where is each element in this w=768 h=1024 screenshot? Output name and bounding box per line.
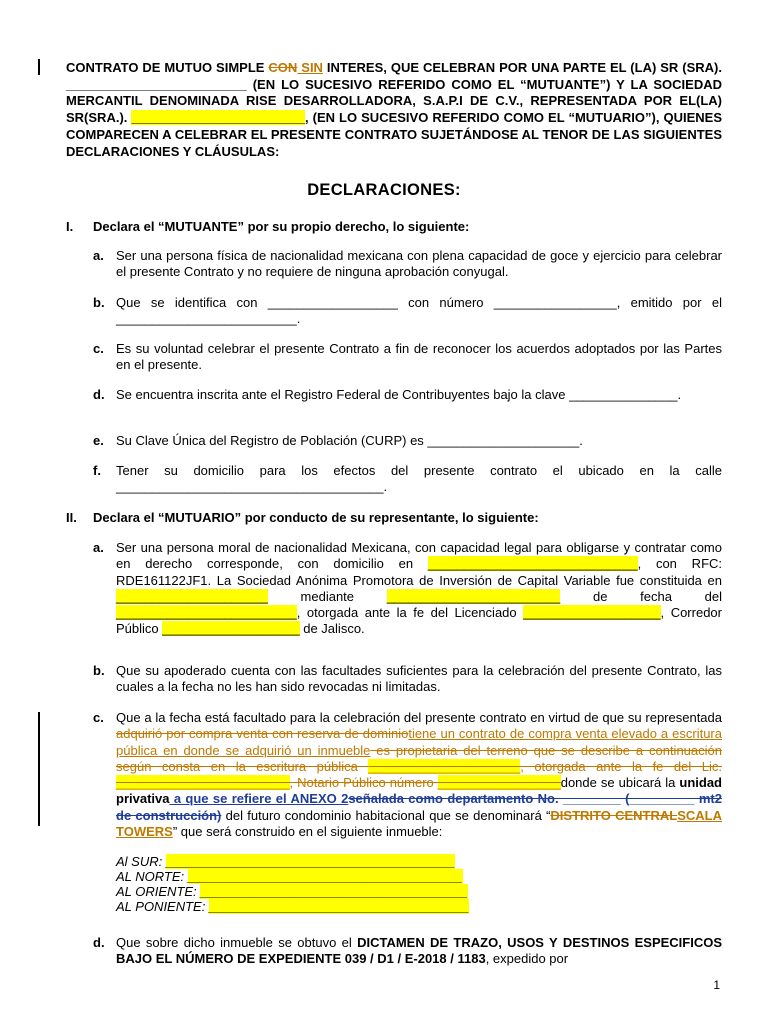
list-item [93, 341, 722, 374]
highlighted-blank: ________________________ [131, 110, 305, 126]
text-run: ” que será construido en el siguiente inmueble: [172, 824, 443, 840]
section-number: II. [66, 510, 77, 525]
section-heading-text: Declara el “MUTUARIO” por conducto de su representante, lo siguiente: [93, 510, 539, 525]
contract-intro [66, 60, 722, 160]
item-text: Su Clave Única del Registro de Población (CURP) es _____________________. [116, 433, 583, 448]
item-text [116, 710, 722, 840]
item-text: Se encuentra inscrita ante el Registro Federal de Contribuyentes bajo la clave _______________. [116, 387, 682, 402]
text-run: Que sobre dicho inmueble se obtuvo el [116, 935, 358, 950]
text-run: , con RFC: RDE161122JF1. La Sociedad Anónima Promotora de Inversión de Capital Variable fue constituida en [116, 556, 723, 588]
inserted-text: SCALA TOWERS [116, 807, 722, 840]
section-number: I. [66, 219, 74, 234]
section-heading-text: Declara el “MUTUANTE” por su propio derecho, lo siguiente: [93, 219, 470, 234]
list-item [93, 433, 722, 449]
list-item [93, 710, 722, 914]
bold-text: DICTAMEN DE TRAZO, USOS Y DESTINOS ESPECIFICOS BAJO EL NÚMERO DE EXPEDIENTE 039 / D1 / E-2018 / 1183 [116, 935, 723, 967]
deleted-text: CON [268, 60, 298, 75]
intro-text: (EN LO SUCESIVO REFERIDO COMO EL “MUTUANTE”) Y LA SOCIEDAD MERCANTIL DENOMINADA RISE DESARROLLADORA, S.A.P.I DE C.V., REPRESENTADA POR EL(LA) SR(SRA.). [66, 76, 722, 126]
boundary-row [116, 884, 722, 899]
highlighted-blank: ________________________ [116, 775, 290, 791]
list-item [93, 935, 722, 968]
boundary-label: AL NORTE: [116, 869, 185, 885]
item-text: Que su apoderado cuenta con las facultades suficientes para la celebración del presente Contrato, las cuales a la fecha no les han sido revocadas ni limitadas. [116, 663, 722, 695]
item-label: c. [93, 341, 104, 356]
item-label: a. [93, 248, 104, 263]
item-text: Tener su domicilio para los efectos del presente contrato el ubicado en la calle _____________________________________. [116, 463, 722, 495]
highlighted-blank: _____________________________ [427, 556, 638, 572]
item-label: f. [93, 463, 101, 478]
list-item [93, 663, 722, 696]
text-run: Que a la fecha está facultado para la celebración del presente contrato en virtud de que su representada [116, 710, 722, 725]
boundary-label: AL ORIENTE: [116, 884, 197, 900]
boundary-label: AL PONIENTE: [116, 899, 206, 915]
highlighted-blank: ____________________________________ [208, 899, 470, 915]
item-text [116, 935, 722, 968]
item-text: Que se identifica con __________________ con número _________________, emitido por el _________________________. [116, 295, 722, 327]
inserted-text: SIN [297, 60, 323, 75]
text-run: de fecha del [560, 588, 722, 604]
inserted-text: tiene un contrato de compra venta elevado a escritura pública en donde se adquirió un inmueble [116, 726, 722, 758]
deleted-text: , otorgada ante la fe del Lic. [520, 758, 722, 774]
item-text: Es su voluntad celebrar el presente Contrato a fin de reconocer los acuerdos adoptados por las Partes en el presente. [116, 341, 722, 373]
highlighted-blank: _________________ [437, 775, 561, 791]
text-run: donde se ubicará la [560, 775, 680, 791]
highlighted-blank: ______________________________________ [187, 869, 463, 885]
highlighted-blank: ___________________ [162, 621, 300, 637]
text-run: Ser una persona moral de nacionalidad Mexicana, con capacidad legal para obligarse y contratar como en derecho corresponde, con domicilio en [116, 540, 722, 572]
property-boundaries [116, 854, 722, 914]
boundary-row [116, 899, 722, 914]
highlighted-blank: ________________________________________ [165, 854, 456, 870]
deleted-text: DISTRITO CENTRAL [550, 807, 678, 823]
item-label: d. [93, 935, 105, 950]
boundary-row [116, 869, 722, 884]
list-item [93, 463, 722, 496]
deleted-text: señalada como departamento No. ________ (_________ mt2 de construcción) [116, 791, 722, 823]
inserted-text: a que se refiere el ANEXO 2 [169, 791, 349, 807]
text-run: mediante [267, 588, 387, 604]
intro-text: , (EN LO SUCESIVO REFERIDO COMO EL “MUTUARIO”), QUIENES COMPARECEN A CELEBRAR EL PRESENTE CONTRATO SUJETÁNDOSE AL TENOR DE LAS SIGUIENTES DECLARACIONES Y CLÁUSULAS: [66, 110, 723, 159]
intro-text: INTERES, QUE CELEBRAN POR UNA PARTE EL (LA) SR (SRA). [322, 60, 722, 75]
declarations-title: DECLARACIONES: [307, 181, 461, 199]
text-run: de Jalisco. [299, 621, 365, 637]
highlighted-blank: ________________________ [386, 588, 561, 604]
highlighted-blank: ___________________ [523, 605, 661, 621]
list-item [93, 248, 722, 281]
section-heading-2 [66, 510, 539, 525]
item-label: b. [93, 663, 105, 678]
deleted-text: , Notario Público número [289, 775, 438, 791]
item-text [116, 540, 722, 638]
item-label: e. [93, 433, 104, 448]
list-item [93, 387, 722, 403]
boundary-label: Al SUR: [116, 854, 163, 870]
text-run: , expedido por [485, 951, 569, 967]
text-run: , otorgada ante la fe del Licenciado [296, 605, 524, 621]
highlighted-blank: _____________________ [368, 758, 521, 774]
item-label: b. [93, 295, 105, 310]
list-item [93, 295, 722, 328]
revision-bar [38, 59, 40, 75]
list-item [93, 540, 722, 638]
deleted-text: es propietaria del terreno que se describe a continuación según consta en la escritura pública [116, 742, 722, 774]
text-run: del futuro condominio habitacional que se denominará “ [221, 807, 551, 823]
text-run: , Corredor Público [116, 605, 722, 637]
page-number: 1 [713, 978, 720, 992]
section-heading-1 [66, 219, 469, 234]
bold-text: unidad privativa [116, 775, 722, 807]
highlighted-blank: _____________________________________ [200, 884, 468, 900]
item-label: a. [93, 540, 104, 555]
deleted-text: adquirió por compra venta con reserva de dominio [116, 726, 409, 742]
item-text: Ser una persona física de nacionalidad mexicana con plena capacidad de goce y ejercicio para celebrar el presente Contrato y no requiere de ninguna aprobación conyugal. [116, 248, 722, 280]
item-label: d. [93, 387, 105, 402]
item-label: c. [93, 710, 104, 725]
highlighted-blank: _________________________ [116, 605, 297, 621]
boundary-row [116, 854, 722, 869]
blank-line: _________________________ [66, 76, 247, 92]
revision-bar [38, 712, 40, 826]
highlighted-blank: _____________________ [116, 588, 268, 604]
intro-text: CONTRATO DE MUTUO SIMPLE [66, 60, 269, 75]
